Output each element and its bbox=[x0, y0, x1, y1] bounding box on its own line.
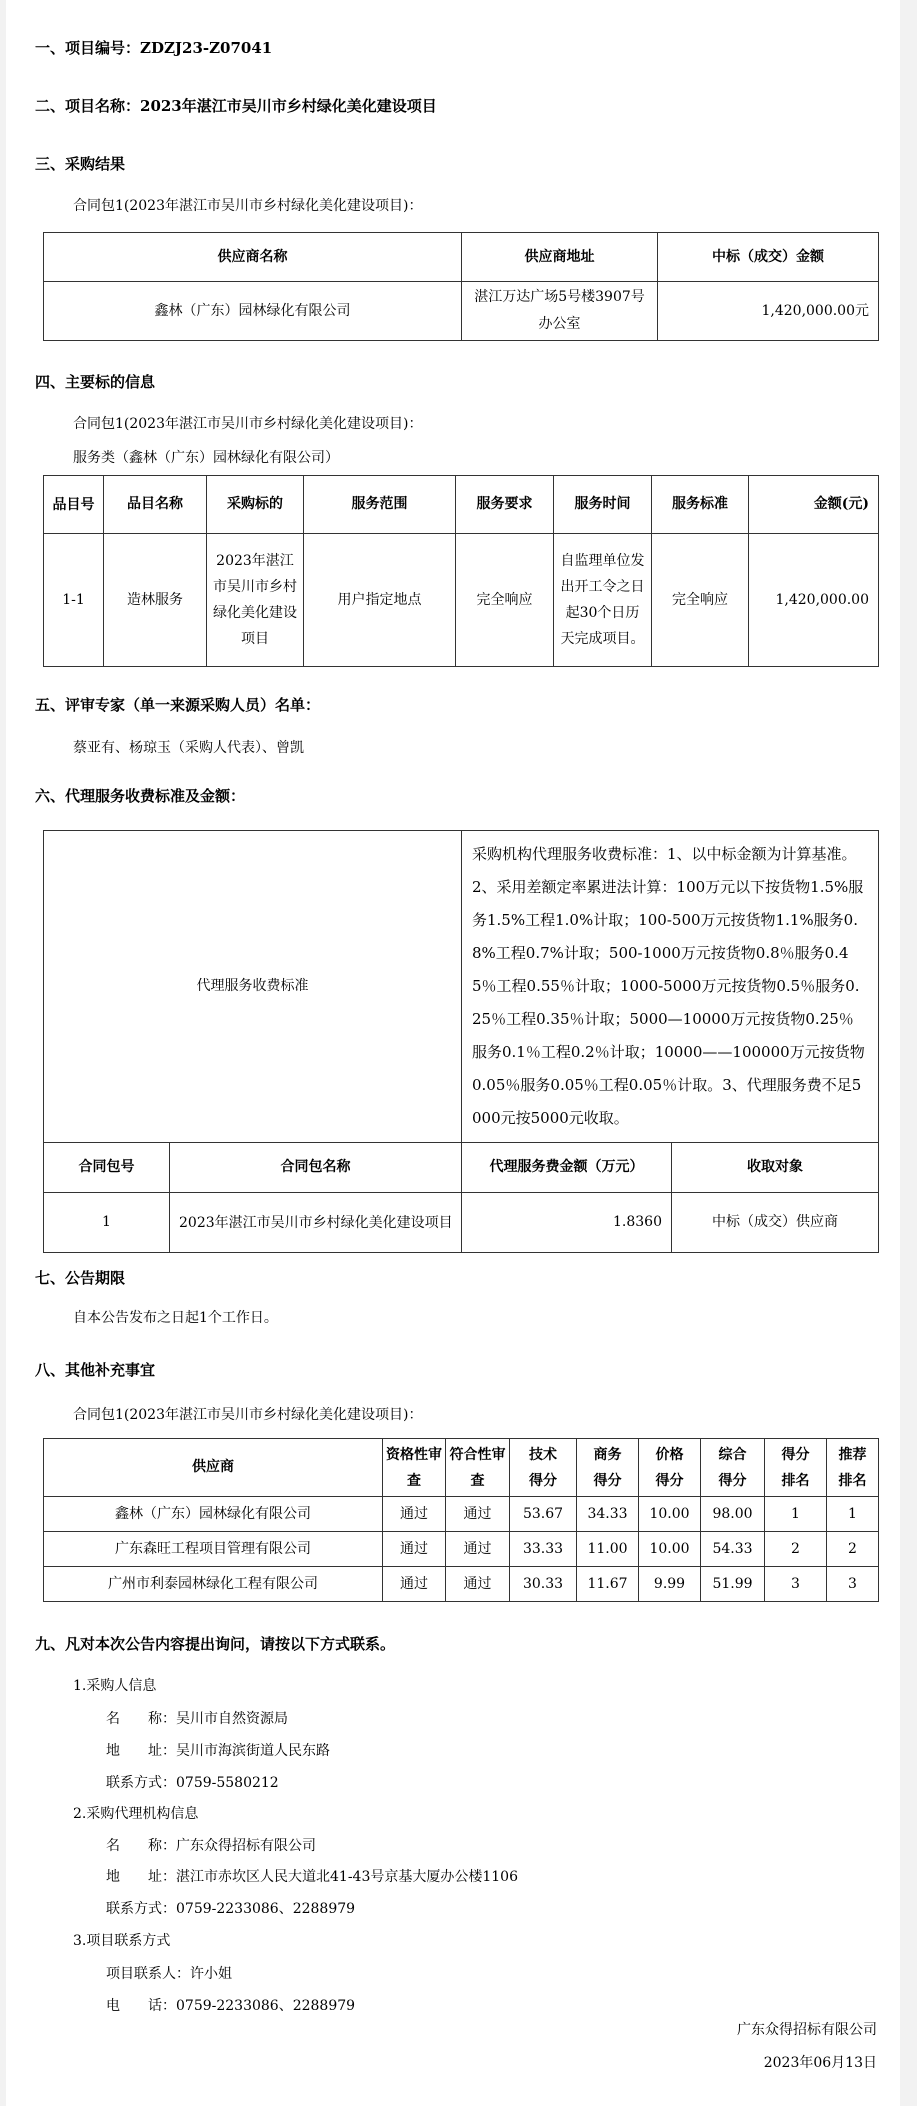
table-row bbox=[44, 534, 879, 667]
cell-total: 98.00 bbox=[701, 1497, 765, 1532]
purchaser-name-line: 名 称：吴川市自然资源局 bbox=[106, 1711, 288, 1727]
cell-conformity: 通过 bbox=[446, 1497, 510, 1532]
col-header-charge-target: 收取对象 bbox=[672, 1143, 879, 1193]
agency-fee-heading: 六、代理服务收费标准及金额： bbox=[35, 787, 246, 805]
cell-total: 51.99 bbox=[701, 1567, 765, 1602]
cell-package-no: 1 bbox=[44, 1193, 170, 1253]
agency-fee-table bbox=[43, 830, 879, 1253]
cell-price: 10.00 bbox=[639, 1497, 701, 1532]
col-header-recommend-rank: 推荐排名 bbox=[827, 1439, 879, 1497]
cell-supplier-name: 鑫林（广东）园林绿化有限公司 bbox=[44, 282, 462, 341]
score-table bbox=[43, 1438, 879, 1602]
table-header-row bbox=[44, 1143, 879, 1193]
cell-amount: 1,420,000.00 bbox=[749, 534, 879, 667]
supplier-result-table bbox=[43, 232, 879, 341]
col-header-service-scope: 服务范围 bbox=[304, 476, 456, 534]
project-contact-title: 3.项目联系方式 bbox=[73, 1933, 171, 1949]
cell-technical: 33.33 bbox=[510, 1532, 577, 1567]
col-header-score-rank: 得分排名 bbox=[765, 1439, 827, 1497]
subject-info-table bbox=[43, 475, 879, 667]
contract-package-intro: 合同包1(2023年湛江市吴川市乡村绿化美化建设项目)： bbox=[73, 416, 423, 432]
project-name-heading: 二、项目名称：2023年湛江市吴川市乡村绿化美化建设项目 bbox=[35, 97, 437, 115]
col-header-supplier-address: 供应商地址 bbox=[462, 233, 658, 282]
cell-package-name: 2023年湛江市吴川市乡村绿化美化建设项目 bbox=[170, 1193, 462, 1253]
fee-standard-row bbox=[44, 831, 879, 1143]
cell-qualification: 通过 bbox=[383, 1567, 446, 1602]
cell-technical: 30.33 bbox=[510, 1567, 577, 1602]
cell-supplier: 广东森旺工程项目管理有限公司 bbox=[44, 1532, 383, 1567]
right-margin-strip bbox=[900, 0, 917, 2106]
cell-recommend-rank: 3 bbox=[827, 1567, 879, 1602]
col-header-amount: 金额(元) bbox=[749, 476, 879, 534]
col-header-conformity-review: 符合性审查 bbox=[446, 1439, 510, 1497]
col-header-supplier: 供应商 bbox=[44, 1439, 383, 1497]
col-header-price-score: 价格得分 bbox=[639, 1439, 701, 1497]
col-header-service-standard: 服务标准 bbox=[652, 476, 749, 534]
footer-company: 广东众得招标有限公司 bbox=[737, 2022, 877, 2038]
agency-info-title: 2.采购代理机构信息 bbox=[73, 1806, 199, 1822]
left-margin-strip bbox=[0, 0, 6, 2106]
procurement-result-heading: 三、采购结果 bbox=[35, 155, 126, 173]
cell-business: 11.67 bbox=[577, 1567, 639, 1602]
footer-date: 2023年06月13日 bbox=[763, 2055, 877, 2071]
project-person-line: 项目联系人：许小姐 bbox=[106, 1966, 232, 1982]
col-header-service-require: 服务要求 bbox=[456, 476, 554, 534]
agency-contact-line: 联系方式：0759-2233086、2288979 bbox=[106, 1901, 356, 1917]
col-header-package-no: 合同包号 bbox=[44, 1143, 170, 1193]
announcement-period-heading: 七、公告期限 bbox=[35, 1269, 126, 1287]
cell-item-no: 1-1 bbox=[44, 534, 104, 667]
col-header-item-no: 品目号 bbox=[44, 476, 104, 534]
col-header-package-name: 合同包名称 bbox=[170, 1143, 462, 1193]
cell-score-rank: 2 bbox=[765, 1532, 827, 1567]
col-header-service-time: 服务时间 bbox=[554, 476, 652, 534]
cell-price: 9.99 bbox=[639, 1567, 701, 1602]
table-header-row bbox=[44, 1439, 879, 1497]
purchaser-contact-line: 联系方式：0759-5580212 bbox=[106, 1775, 279, 1791]
col-header-award-amount: 中标（成交）金额 bbox=[658, 233, 879, 282]
cell-item-name: 造林服务 bbox=[104, 534, 207, 667]
cell-qualification: 通过 bbox=[383, 1497, 446, 1532]
cell-service-time: 自监理单位发出开工令之日起30个日历天完成项目。 bbox=[554, 534, 652, 667]
table-row bbox=[44, 1193, 879, 1253]
cell-score-rank: 3 bbox=[765, 1567, 827, 1602]
cell-business: 11.00 bbox=[577, 1532, 639, 1567]
cell-award-amount: 1,420,000.00元 bbox=[658, 282, 879, 341]
col-header-supplier-name: 供应商名称 bbox=[44, 233, 462, 282]
cell-service-scope: 用户指定地点 bbox=[304, 534, 456, 667]
table-row bbox=[44, 282, 879, 341]
cell-fee-standard-text: 采购机构代理服务收费标准：1、以中标金额为计算基准。2、采用差额定率累进法计算：100万元以下按货物1.5%服务1.5%工程1.0%计取；100-500万元按货物1.1%服务0.8%工程0.7%计取；500-1000万元按货物0.8％服务0.45％工程0.55％计取；1000-5000万元按货物0.5％服务0.25％工程0.35％计取；5000—10000万元按货物0.25％服务0.1％工程0.2％计取；10000——100000万元按货物0.05％服务0.05％工程0.05％计取。3、代理服务费不足5000元按5000元收取。 bbox=[462, 831, 879, 1143]
col-header-qualification-review: 资格性审查 bbox=[383, 1439, 446, 1497]
review-experts-names: 蔡亚有、杨琼玉（采购人代表）、曾凯 bbox=[73, 740, 304, 756]
cell-supplier: 广州市利泰园林绿化工程有限公司 bbox=[44, 1567, 383, 1602]
contract-package-intro: 合同包1(2023年湛江市吴川市乡村绿化美化建设项目)： bbox=[73, 198, 423, 214]
cell-total: 54.33 bbox=[701, 1532, 765, 1567]
table-row bbox=[44, 1532, 879, 1567]
table-header-row bbox=[44, 233, 879, 282]
cell-recommend-rank: 2 bbox=[827, 1532, 879, 1567]
col-header-business-score: 商务得分 bbox=[577, 1439, 639, 1497]
agency-address-line: 地 址：湛江市赤坎区人民大道北41-43号京基大厦办公楼1106 bbox=[106, 1869, 518, 1885]
cell-fee-amount: 1.8360 bbox=[462, 1193, 672, 1253]
cell-service-standard: 完全响应 bbox=[652, 534, 749, 667]
col-header-total-score: 综合得分 bbox=[701, 1439, 765, 1497]
contact-heading: 九、凡对本次公告内容提出询问，请按以下方式联系。 bbox=[35, 1635, 396, 1653]
table-row bbox=[44, 1497, 879, 1532]
announcement-period-text: 自本公告发布之日起1个工作日。 bbox=[73, 1310, 278, 1326]
col-header-technical-score: 技术得分 bbox=[510, 1439, 577, 1497]
cell-price: 10.00 bbox=[639, 1532, 701, 1567]
cell-score-rank: 1 bbox=[765, 1497, 827, 1532]
table-row bbox=[44, 1567, 879, 1602]
cell-recommend-rank: 1 bbox=[827, 1497, 879, 1532]
col-header-subject: 采购标的 bbox=[207, 476, 304, 534]
cell-fee-standard-label: 代理服务收费标准 bbox=[44, 831, 462, 1143]
cell-subject: 2023年湛江市吴川市乡村绿化美化建设项目 bbox=[207, 534, 304, 667]
cell-conformity: 通过 bbox=[446, 1567, 510, 1602]
cell-technical: 53.67 bbox=[510, 1497, 577, 1532]
supplementary-heading: 八、其他补充事宜 bbox=[35, 1361, 156, 1379]
review-experts-heading: 五、评审专家（单一来源采购人员）名单： bbox=[35, 696, 321, 714]
project-phone-line: 电 话：0759-2233086、2288979 bbox=[106, 1998, 356, 2014]
cell-supplier-address: 湛江万达广场5号楼3907号办公室 bbox=[462, 282, 658, 341]
cell-supplier: 鑫林（广东）园林绿化有限公司 bbox=[44, 1497, 383, 1532]
cell-service-require: 完全响应 bbox=[456, 534, 554, 667]
table-header-row bbox=[44, 476, 879, 534]
main-subject-heading: 四、主要标的信息 bbox=[35, 373, 156, 391]
col-header-item-name: 品目名称 bbox=[104, 476, 207, 534]
cell-qualification: 通过 bbox=[383, 1532, 446, 1567]
cell-conformity: 通过 bbox=[446, 1532, 510, 1567]
purchaser-address-line: 地 址：吴川市海滨街道人民东路 bbox=[106, 1743, 330, 1759]
service-category-line: 服务类（鑫林（广东）园林绿化有限公司） bbox=[73, 450, 339, 466]
agency-name-line: 名 称：广东众得招标有限公司 bbox=[106, 1838, 316, 1854]
cell-business: 34.33 bbox=[577, 1497, 639, 1532]
col-header-fee-amount: 代理服务费金额（万元） bbox=[462, 1143, 672, 1193]
purchaser-info-title: 1.采购人信息 bbox=[73, 1678, 157, 1694]
project-number-heading: 一、项目编号：ZDZJ23-Z07041 bbox=[35, 39, 273, 57]
contract-package-intro: 合同包1(2023年湛江市吴川市乡村绿化美化建设项目)： bbox=[73, 1407, 423, 1423]
cell-charge-target: 中标（成交）供应商 bbox=[672, 1193, 879, 1253]
